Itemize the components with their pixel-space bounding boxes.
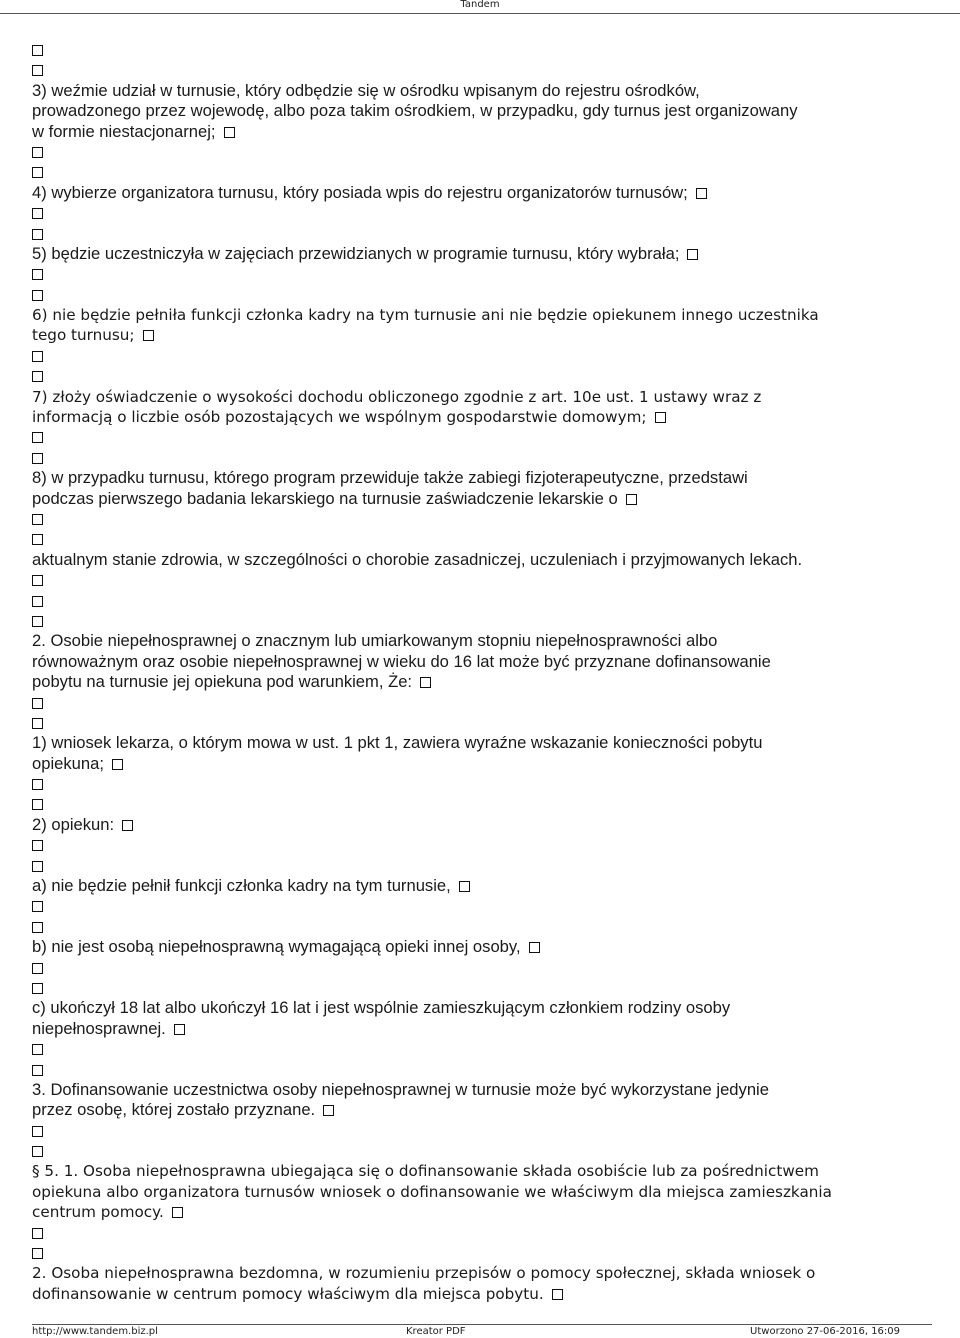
text-line — [32, 387, 932, 407]
checkbox-line — [32, 835, 932, 855]
line-text: 3) weźmie udział w turnusie, który odbędzie się w ośrodku wpisanym do rejestru ośrodków, — [32, 80, 700, 100]
footer-url[interactable]: http://www.tandem.biz.pl — [32, 1326, 158, 1337]
empty-box-icon — [687, 249, 698, 260]
text-line — [32, 754, 932, 774]
checkbox-line — [32, 60, 932, 80]
empty-box-icon — [459, 881, 470, 892]
checkbox-line — [32, 570, 932, 590]
checkbox-line — [32, 794, 932, 814]
empty-box-icon — [32, 1228, 43, 1239]
empty-box-icon — [696, 188, 707, 199]
checkbox-line — [32, 693, 932, 713]
empty-box-icon — [122, 820, 133, 831]
line-text: 1) wniosek lekarza, o którym mowa w ust. 1 pkt 1, zawiera wyraźne wskazanie konieczności pobytu — [32, 733, 763, 753]
checkbox-line — [32, 774, 932, 794]
empty-box-icon — [32, 65, 43, 76]
document-body — [32, 40, 932, 1304]
checkbox-line — [32, 264, 932, 284]
line-text: tego turnusu; — [32, 326, 135, 345]
text-line — [32, 468, 932, 488]
checkbox-line — [32, 713, 932, 733]
checkbox-line — [32, 611, 932, 631]
empty-box-icon — [655, 412, 666, 423]
page-footer — [32, 1326, 900, 1338]
line-text: pobytu na turnusie jej opiekuna pod warunkiem, Że: — [32, 672, 413, 692]
empty-box-icon — [32, 575, 43, 586]
empty-box-icon — [32, 208, 43, 219]
empty-box-icon — [32, 718, 43, 729]
empty-box-icon — [32, 167, 43, 178]
line-text: 6) nie będzie pełniła funkcji członka kadry na tym turnusie ani nie będzie opiekunem innego uczestnika — [32, 306, 819, 325]
line-text: a) nie będzie pełnił funkcji członka kadry na tym turnusie, — [32, 876, 451, 896]
empty-box-icon — [32, 534, 43, 545]
empty-box-icon — [32, 861, 43, 872]
checkbox-line — [32, 1060, 932, 1080]
checkbox-line — [32, 509, 932, 529]
empty-box-icon — [420, 677, 431, 688]
text-line — [32, 1202, 932, 1222]
line-text: w formie niestacjonarnej; — [32, 121, 216, 141]
text-line — [32, 1161, 932, 1181]
footer-divider — [32, 1324, 932, 1325]
empty-box-icon — [32, 1044, 43, 1055]
header-divider — [0, 13, 960, 14]
checkbox-line — [32, 917, 932, 937]
checkbox-line — [32, 856, 932, 876]
checkbox-line — [32, 427, 932, 447]
line-text: aktualnym stanie zdrowia, w szczególności o chorobie zasadniczej, uczuleniach i przyjmowanych lekach. — [32, 549, 803, 569]
text-line — [32, 998, 932, 1018]
checkbox-line — [32, 285, 932, 305]
empty-box-icon — [32, 1146, 43, 1157]
empty-box-icon — [32, 45, 43, 56]
empty-box-icon — [32, 290, 43, 301]
empty-box-icon — [172, 1207, 183, 1218]
empty-box-icon — [174, 1024, 185, 1035]
line-text: c) ukończył 18 lat albo ukończył 16 lat i jest wspólnie zamieszkującym członkiem rodziny osoby — [32, 998, 731, 1018]
line-text: b) nie jest osobą niepełnosprawną wymagającą opieki innej osoby, — [32, 937, 521, 957]
line-text: 4) wybierze organizatora turnusu, który posiada wpis do rejestru organizatorów turnusów; — [32, 182, 688, 202]
empty-box-icon — [112, 759, 123, 770]
footer-creator: Kreator PDF — [406, 1326, 466, 1337]
text-line — [32, 672, 932, 692]
line-text: 8) w przypadku turnusu, którego program przewiduje także zabiegi fizjoterapeutyczne, przedstawi — [32, 468, 748, 488]
text-line — [32, 244, 932, 264]
line-text: 2. Osoba niepełnosprawna bezdomna, w rozumieniu przepisów o pomocy społecznej, składa wniosek o — [32, 1264, 816, 1283]
empty-box-icon — [529, 942, 540, 953]
line-text: prowadzonego przez wojewodę, albo poza takim ośrodkiem, w przypadku, gdy turnus jest organizowany — [32, 101, 798, 121]
text-line — [32, 1019, 932, 1039]
checkbox-line — [32, 1243, 932, 1263]
line-text: 2) opiekun: — [32, 814, 115, 834]
empty-box-icon — [32, 229, 43, 240]
line-text: niepełnosprawnej. — [32, 1018, 166, 1038]
line-text: 7) złoży oświadczenie o wysokości dochodu obliczonego zgodnie z art. 10e ust. 1 ustawy wraz z — [32, 387, 762, 406]
text-line — [32, 305, 932, 325]
text-line — [32, 733, 932, 753]
checkbox-line — [32, 346, 932, 366]
checkbox-line — [32, 1141, 932, 1161]
text-line — [32, 122, 932, 142]
text-line — [32, 876, 932, 896]
text-line — [32, 489, 932, 509]
page-header — [0, 0, 960, 12]
empty-box-icon — [32, 840, 43, 851]
text-line — [32, 1080, 932, 1100]
checkbox-line — [32, 40, 932, 60]
empty-box-icon — [32, 1126, 43, 1137]
empty-box-icon — [32, 453, 43, 464]
empty-box-icon — [32, 147, 43, 158]
checkbox-line — [32, 958, 932, 978]
checkbox-line — [32, 591, 932, 611]
checkbox-line — [32, 896, 932, 916]
empty-box-icon — [32, 1065, 43, 1076]
empty-box-icon — [32, 596, 43, 607]
text-line — [32, 1284, 932, 1304]
checkbox-line — [32, 1121, 932, 1141]
checkbox-line — [32, 1039, 932, 1059]
text-line — [32, 550, 932, 570]
empty-box-icon — [32, 799, 43, 810]
line-text: dofinansowanie w centrum pomocy właściwym dla miejsca pobytu. — [32, 1284, 544, 1303]
header-title: Tandem — [460, 0, 500, 10]
line-text: § 5. 1. Osoba niepełnosprawna ubiegająca się o dofinansowanie składa osobiście lub za pośrednictwem — [32, 1162, 819, 1181]
checkbox-line — [32, 142, 932, 162]
checkbox-line — [32, 203, 932, 223]
line-text: równoważnym oraz osobie niepełnosprawnej w wieku do 16 lat może być przyznane dofinansowanie — [32, 651, 771, 671]
line-text: przez osobę, której zostało przyznane. — [32, 1100, 316, 1120]
text-line — [32, 1100, 932, 1120]
checkbox-line — [32, 1223, 932, 1243]
empty-box-icon — [626, 494, 637, 505]
empty-box-icon — [143, 330, 154, 341]
empty-box-icon — [32, 351, 43, 362]
empty-box-icon — [32, 514, 43, 525]
empty-box-icon — [32, 269, 43, 280]
line-text: opiekuna; — [32, 753, 104, 773]
checkbox-line — [32, 162, 932, 182]
empty-box-icon — [32, 983, 43, 994]
text-line — [32, 101, 932, 121]
empty-box-icon — [32, 432, 43, 443]
checkbox-line — [32, 978, 932, 998]
empty-box-icon — [32, 371, 43, 382]
text-line — [32, 1263, 932, 1283]
empty-box-icon — [323, 1105, 334, 1116]
text-line — [32, 1182, 932, 1202]
line-text: centrum pomocy. — [32, 1203, 164, 1222]
empty-box-icon — [32, 616, 43, 627]
text-line — [32, 183, 932, 203]
empty-box-icon — [32, 901, 43, 912]
empty-box-icon — [32, 698, 43, 709]
checkbox-line — [32, 366, 932, 386]
text-line — [32, 325, 932, 345]
empty-box-icon — [32, 922, 43, 933]
empty-box-icon — [32, 963, 43, 974]
text-line — [32, 652, 932, 672]
line-text: podczas pierwszego badania lekarskiego na turnusie zaświadczenie lekarskie o — [32, 488, 618, 508]
text-line — [32, 631, 932, 651]
text-line — [32, 81, 932, 101]
text-line — [32, 937, 932, 957]
text-line — [32, 815, 932, 835]
checkbox-line — [32, 448, 932, 468]
footer-created: Utworzono 27-06-2016, 16:09 — [750, 1326, 900, 1337]
line-text: 3. Dofinansowanie uczestnictwa osoby niepełnosprawnej w turnusie może być wykorzystane jedynie — [32, 1079, 769, 1099]
text-line — [32, 407, 932, 427]
checkbox-line — [32, 224, 932, 244]
empty-box-icon — [32, 779, 43, 790]
empty-box-icon — [552, 1289, 563, 1300]
line-text: informacją o liczbie osób pozostających we wspólnym gospodarstwie domowym; — [32, 408, 647, 427]
line-text: 5) będzie uczestniczyła w zajęciach przewidzianych w programie turnusu, który wybrała; — [32, 243, 680, 263]
empty-box-icon — [32, 1248, 43, 1259]
empty-box-icon — [224, 127, 235, 138]
checkbox-line — [32, 529, 932, 549]
line-text: opiekuna albo organizatora turnusów wniosek o dofinansowanie we właściwym dla miejsca zamieszkania — [32, 1182, 832, 1201]
line-text: 2. Osobie niepełnosprawnej o znacznym lub umiarkowanym stopniu niepełnosprawności albo — [32, 631, 718, 651]
